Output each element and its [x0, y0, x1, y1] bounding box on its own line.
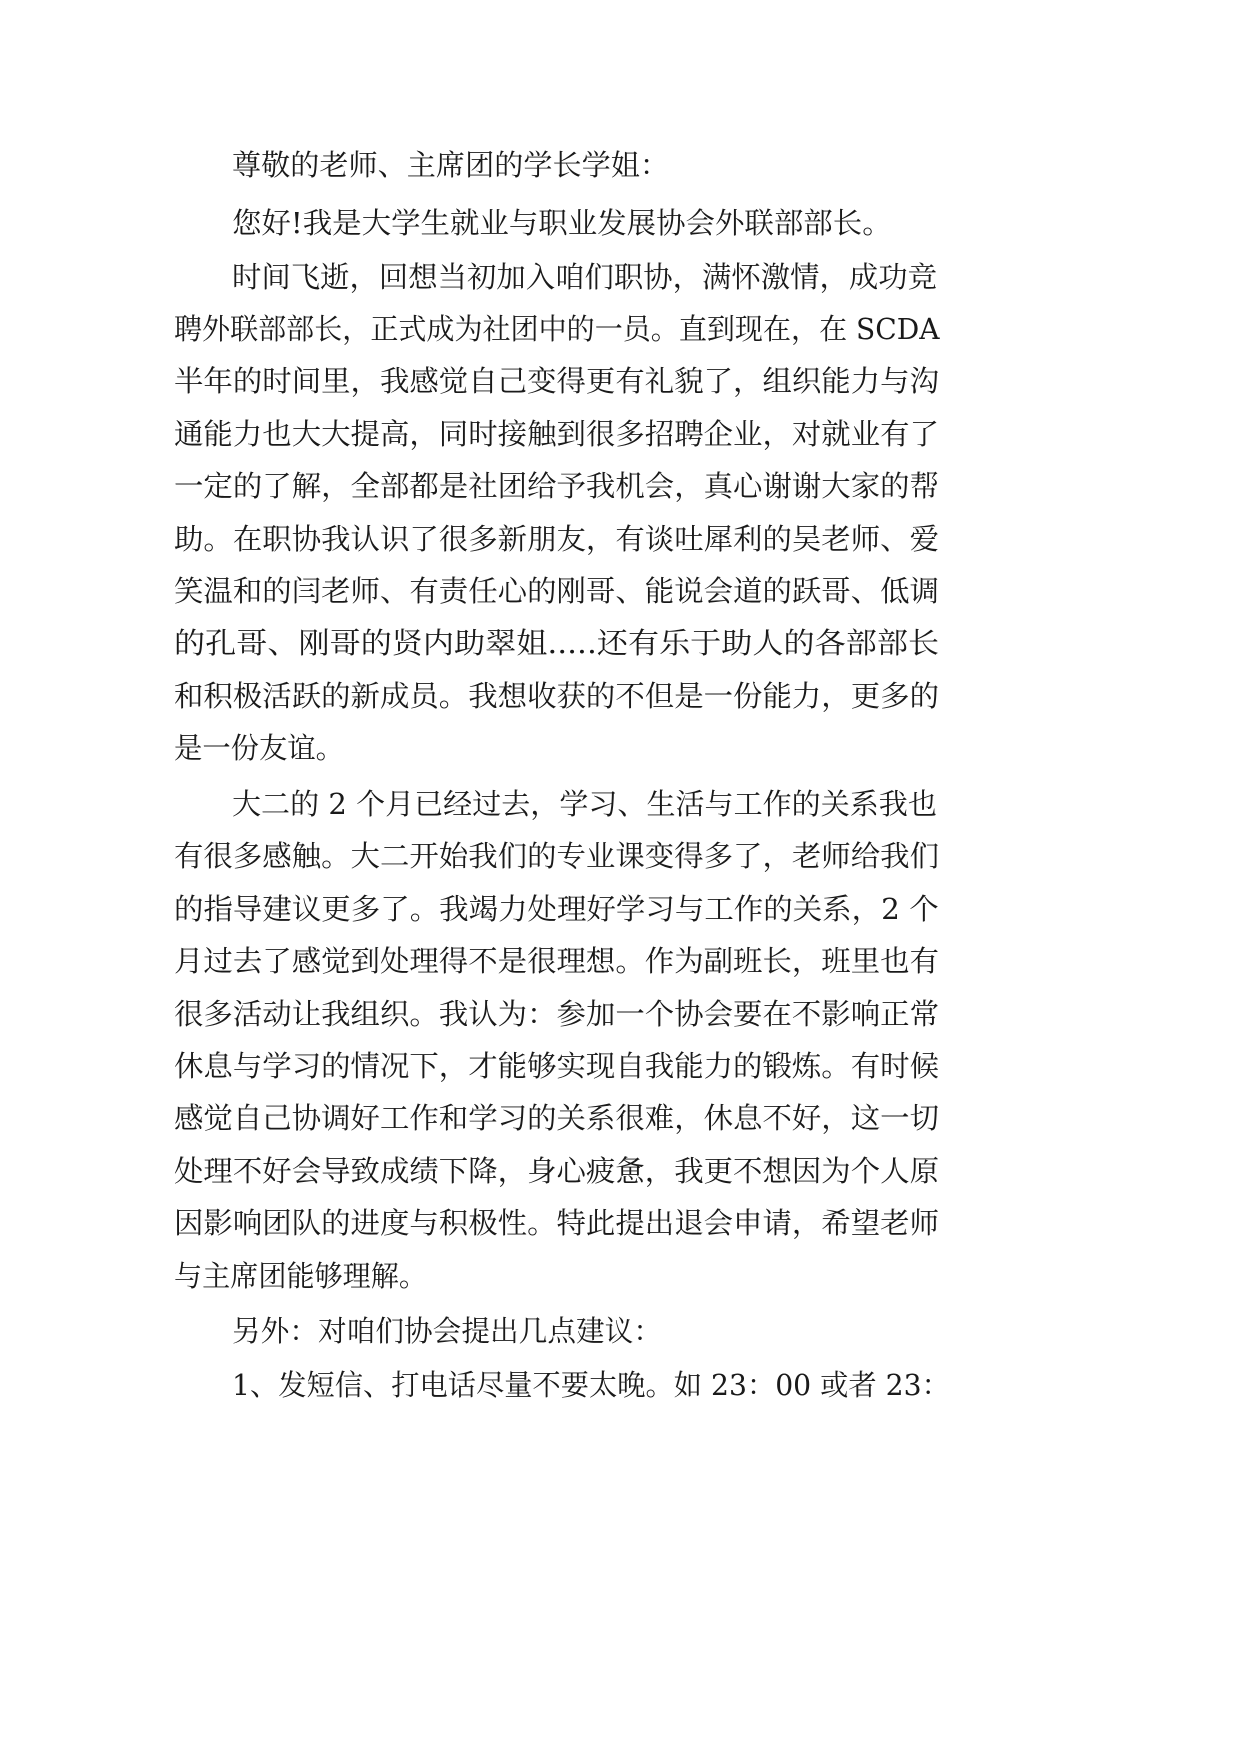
text-line: 尊敬的老师、主席团的学长学姐： [232, 148, 670, 182]
text-line: 助。在职协我认识了很多新朋友，有谈吐犀利的吴老师、爱 [174, 522, 940, 556]
text-line: 感觉自己协调好工作和学习的关系很难，休息不好，这一切 [174, 1101, 940, 1135]
text-line: 与主席团能够理解。 [174, 1259, 428, 1293]
text-line: 的孔哥、刚哥的贤内助翠姐.....还有乐于助人的各部部长 [174, 626, 940, 660]
text-line: 通能力也大大提高，同时接触到很多招聘企业，对就业有了 [174, 417, 940, 451]
text-line: 因影响团队的进度与积极性。特此提出退会申请，希望老师 [174, 1206, 940, 1240]
text-line: 休息与学习的情况下，才能够实现自我能力的锻炼。有时候 [174, 1049, 940, 1083]
text-line: 另外：对咱们协会提出几点建议： [232, 1314, 663, 1348]
text-line: 很多活动让我组织。我认为：参加一个协会要在不影响正常 [174, 997, 940, 1031]
text-line: 和积极活跃的新成员。我想收获的不但是一份能力，更多的 [174, 679, 940, 713]
text-line: 时间飞逝，回想当初加入咱们职协，满怀激情，成功竞 [232, 260, 938, 294]
text-line: 的指导建议更多了。我竭力处理好学习与工作的关系，2 个 [174, 892, 939, 926]
text-line: 半年的时间里，我感觉自己变得更有礼貌了，组织能力与沟 [174, 364, 940, 398]
text-line: 是一份友谊。 [174, 731, 345, 765]
text-line: 月过去了感觉到处理得不是很理想。作为副班长，班里也有 [174, 944, 940, 978]
text-line: 一定的了解，全部都是社团给予我机会，真心谢谢大家的帮 [174, 469, 940, 503]
text-line: 您好!我是大学生就业与职业发展协会外联部部长。 [232, 206, 892, 240]
text-line: 1、发短信、打电话尽量不要太晚。如 23：00 或者 23： [232, 1368, 950, 1402]
text-line: 处理不好会导致成绩下降，身心疲惫，我更不想因为个人原 [174, 1154, 940, 1188]
text-line: 有很多感触。大二开始我们的专业课变得多了，老师给我们 [174, 839, 940, 873]
text-line: 聘外联部部长，正式成为社团中的一员。直到现在，在 SCDA [174, 312, 940, 346]
text-line: 笑温和的闫老师、有责任心的刚哥、能说会道的跃哥、低调 [174, 574, 940, 608]
text-line: 大二的 2 个月已经过去，学习、生活与工作的关系我也 [232, 787, 937, 821]
